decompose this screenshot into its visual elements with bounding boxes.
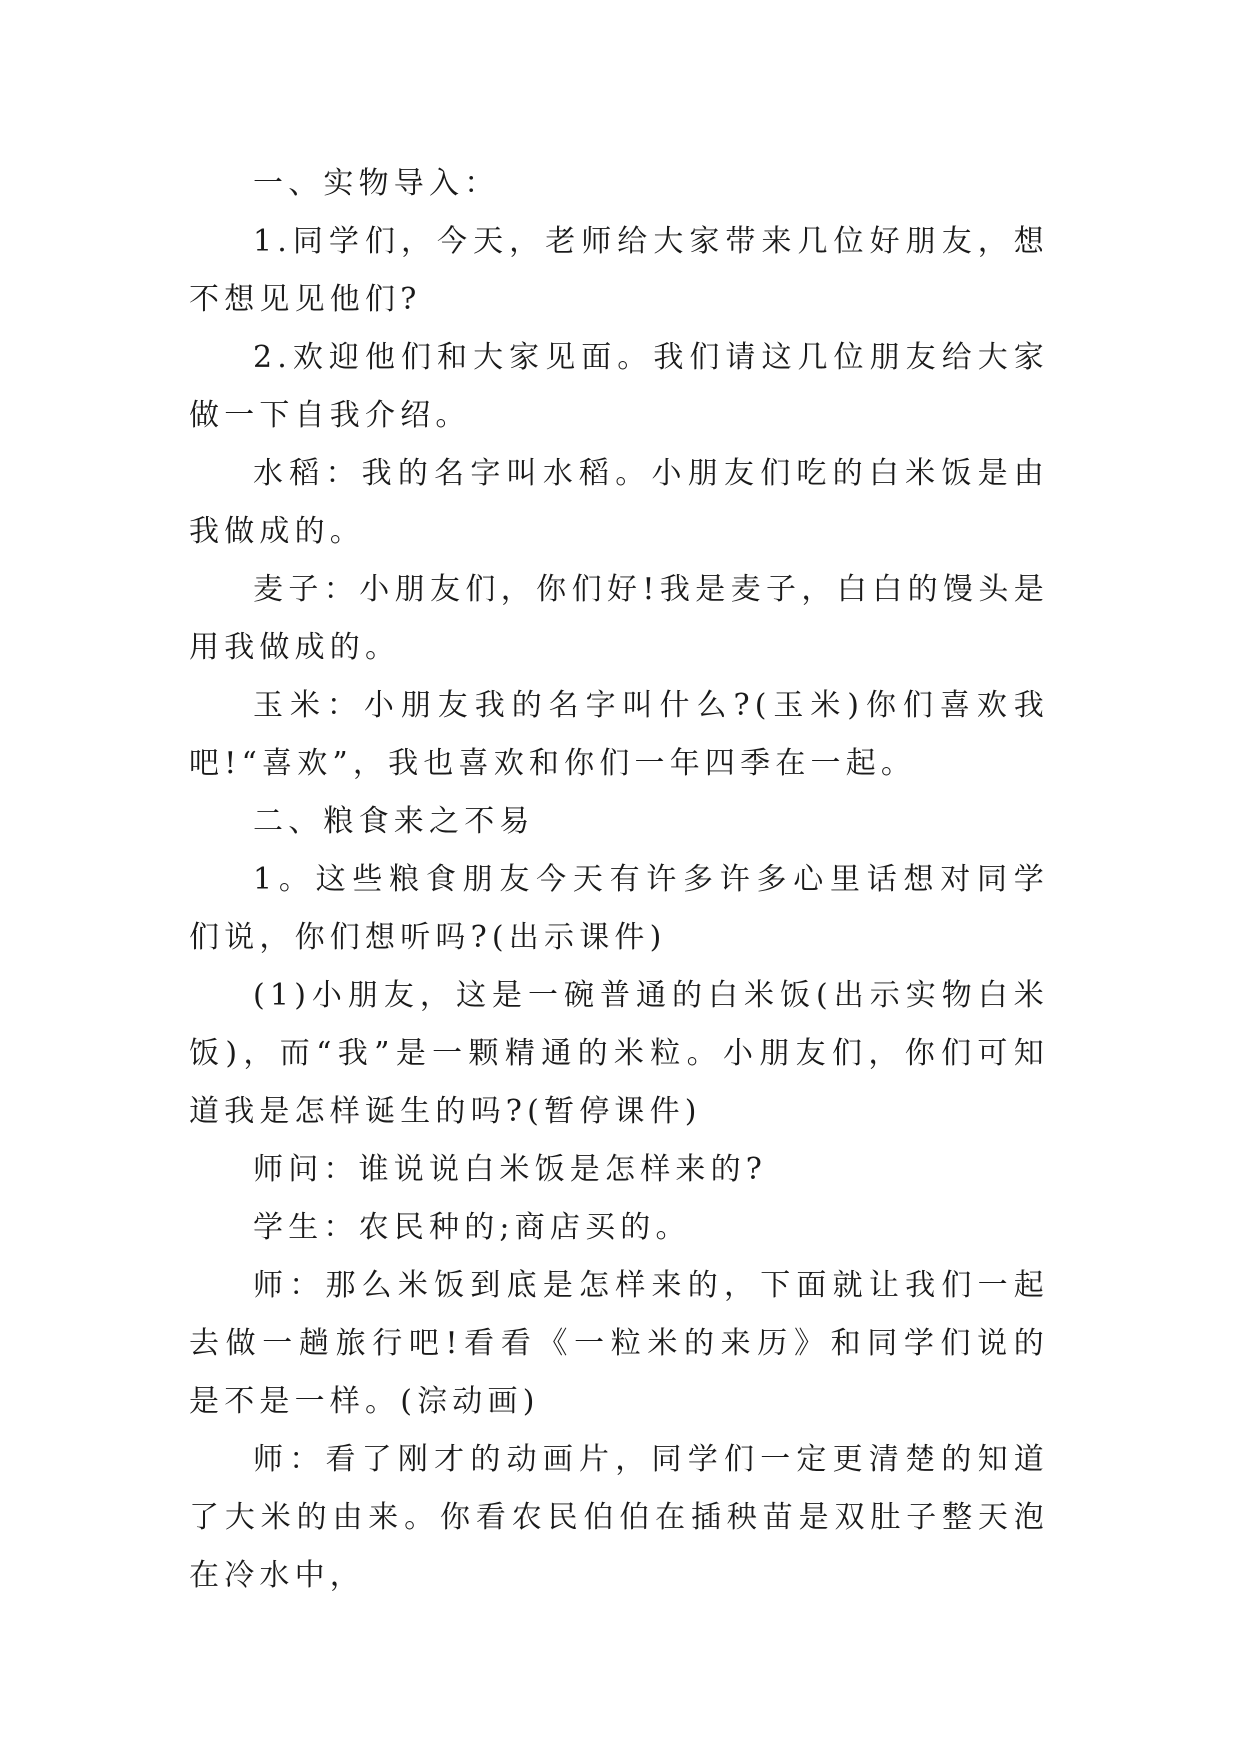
paragraph: (1)小朋友，这是一碗普通的白米饭(出示实物白米饭)，而“我”是一颗精通的米粒。小朋友们，你们可知道我是怎样诞生的吗?(暂停课件) <box>189 978 1049 1129</box>
section-heading-2: 二、粮食来之不易 <box>253 804 535 839</box>
paragraph: 水稻：我的名字叫水稻。小朋友们吃的白米饭是由我做成的。 <box>189 456 1049 549</box>
paragraph: 师问：谁说说白米饭是怎样来的? <box>253 1152 768 1187</box>
document-body <box>189 155 1049 1605</box>
paragraph: 师：那么米饭到底是怎样来的，下面就让我们一起去做一趟旅行吧!看看《一粒米的来历》和同学们说的是不是一样。(淙动画) <box>189 1268 1049 1419</box>
paragraph: 1.同学们，今天，老师给大家带来几位好朋友，想不想见见他们? <box>189 224 1049 317</box>
paragraph: 麦子：小朋友们，你们好!我是麦子，白白的馒头是用我做成的。 <box>189 572 1049 665</box>
paragraph: 1。这些粮食朋友今天有许多许多心里话想对同学们说，你们想听吗?(出示课件) <box>189 862 1049 955</box>
section-heading-1: 一、实物导入： <box>253 166 500 201</box>
paragraph: 2.欢迎他们和大家见面。我们请这几位朋友给大家做一下自我介绍。 <box>189 340 1049 433</box>
paragraph: 学生：农民种的;商店买的。 <box>253 1210 691 1245</box>
paragraph: 玉米：小朋友我的名字叫什么?(玉米)你们喜欢我吧!“喜欢”，我也喜欢和你们一年四季在一起。 <box>189 688 1049 781</box>
paragraph: 师：看了刚才的动画片，同学们一定更清楚的知道了大米的由来。你看农民伯伯在插秧苗是双肚子整天泡在冷水中， <box>189 1442 1049 1593</box>
